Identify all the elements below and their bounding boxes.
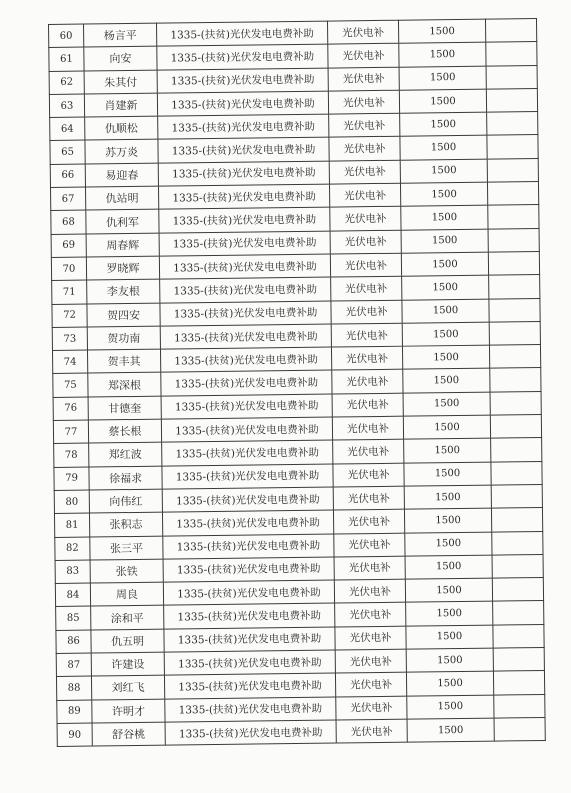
remarks-cell xyxy=(491,484,542,508)
recipient-name: 张三平 xyxy=(90,536,163,560)
subsidy-item: 1335-(扶贫)光伏发电电费补助 xyxy=(160,277,331,302)
subsidy-type: 光伏电补 xyxy=(331,346,402,370)
subsidy-type: 光伏电补 xyxy=(332,370,403,394)
row-number: 90 xyxy=(57,723,92,747)
row-number: 81 xyxy=(54,513,89,537)
row-number: 80 xyxy=(54,490,89,514)
subsidy-amount: 1500 xyxy=(403,369,490,393)
row-number: 72 xyxy=(52,304,87,328)
subsidy-type: 光伏电补 xyxy=(332,416,403,440)
subsidy-amount: 1500 xyxy=(404,438,491,462)
row-number: 65 xyxy=(50,141,85,165)
subsidy-type: 光伏电补 xyxy=(334,533,405,557)
recipient-name: 李友根 xyxy=(87,279,160,303)
subsidy-amount: 1500 xyxy=(402,345,489,369)
remarks-cell xyxy=(490,368,541,392)
subsidy-type: 光伏电补 xyxy=(335,672,406,696)
row-number: 89 xyxy=(57,700,92,724)
subsidy-item: 1335-(扶贫)光伏发电电费补助 xyxy=(158,184,329,209)
row-number: 70 xyxy=(51,257,86,281)
recipient-name: 杨言平 xyxy=(84,23,157,47)
remarks-cell xyxy=(493,601,544,625)
subsidy-amount: 1500 xyxy=(403,392,490,416)
subsidy-type: 光伏电补 xyxy=(335,649,406,673)
subsidy-amount: 1500 xyxy=(400,159,487,183)
remarks-cell xyxy=(492,578,543,602)
recipient-name: 舒谷桃 xyxy=(92,722,165,746)
subsidy-type: 光伏电补 xyxy=(333,509,404,533)
subsidy-type: 光伏电补 xyxy=(329,113,400,137)
subsidy-item: 1335-(扶贫)光伏发电电费补助 xyxy=(161,417,332,442)
remarks-cell xyxy=(487,158,538,182)
row-number: 76 xyxy=(53,397,88,421)
recipient-name: 贺四安 xyxy=(87,303,160,327)
row-number: 67 xyxy=(50,187,85,211)
subsidy-amount: 1500 xyxy=(404,485,491,509)
row-number: 66 xyxy=(50,164,85,188)
subsidy-item: 1335-(扶贫)光伏发电电费补助 xyxy=(159,207,330,232)
subsidy-type: 光伏电补 xyxy=(329,183,400,207)
subsidy-amount: 1500 xyxy=(399,66,486,90)
subsidy-table xyxy=(48,18,546,747)
subsidy-type: 光伏电补 xyxy=(330,207,401,231)
row-number: 69 xyxy=(51,234,86,258)
recipient-name: 郑红波 xyxy=(89,442,162,466)
recipient-name: 周春辉 xyxy=(86,233,159,257)
remarks-cell xyxy=(489,345,540,369)
subsidy-item: 1335-(扶贫)光伏发电电费补助 xyxy=(164,603,335,628)
subsidy-type: 光伏电补 xyxy=(335,603,406,627)
recipient-name: 朱其付 xyxy=(84,70,157,94)
remarks-cell xyxy=(492,531,543,555)
subsidy-item: 1335-(扶贫)光伏发电电费补助 xyxy=(162,510,333,535)
subsidy-amount: 1500 xyxy=(406,648,493,672)
remarks-cell xyxy=(491,461,542,485)
row-number: 85 xyxy=(56,606,91,630)
subsidy-item: 1335-(扶贫)光伏发电电费补助 xyxy=(157,44,328,69)
remarks-cell xyxy=(493,624,544,648)
subsidy-type: 光伏电补 xyxy=(335,626,406,650)
recipient-name: 甘德奎 xyxy=(88,396,161,420)
remarks-cell xyxy=(486,42,537,66)
subsidy-type: 光伏电补 xyxy=(327,20,398,44)
subsidy-amount: 1500 xyxy=(406,602,493,626)
subsidy-amount: 1500 xyxy=(399,42,486,66)
subsidy-amount: 1500 xyxy=(404,508,491,532)
subsidy-item: 1335-(扶贫)光伏发电电费补助 xyxy=(164,650,335,675)
remarks-cell xyxy=(487,182,538,206)
subsidy-type: 光伏电补 xyxy=(331,323,402,347)
recipient-name: 徐福求 xyxy=(89,466,162,490)
row-number: 87 xyxy=(56,653,91,677)
subsidy-item: 1335-(扶贫)光伏发电电费补助 xyxy=(161,371,332,396)
subsidy-item: 1335-(扶贫)光伏发电电费补助 xyxy=(163,534,334,559)
recipient-name: 刘红飞 xyxy=(91,675,164,699)
subsidy-amount: 1500 xyxy=(400,182,487,206)
remarks-cell xyxy=(488,205,539,229)
subsidy-item: 1335-(扶贫)光伏发电电费补助 xyxy=(158,138,329,163)
recipient-name: 涂和平 xyxy=(91,606,164,630)
recipient-name: 向伟红 xyxy=(89,489,162,513)
row-number: 86 xyxy=(56,630,91,654)
subsidy-type: 光伏电补 xyxy=(331,300,402,324)
recipient-name: 仇利军 xyxy=(86,210,159,234)
subsidy-table-body xyxy=(49,19,546,747)
subsidy-type: 光伏电补 xyxy=(336,696,407,720)
subsidy-item: 1335-(扶贫)光伏发电电费补助 xyxy=(157,91,328,116)
subsidy-type: 光伏电补 xyxy=(330,230,401,254)
row-number: 61 xyxy=(49,47,84,71)
subsidy-item: 1335-(扶贫)光伏发电电费补助 xyxy=(160,301,331,326)
subsidy-amount: 1500 xyxy=(398,19,485,43)
subsidy-type: 光伏电补 xyxy=(336,719,407,743)
subsidy-item: 1335-(扶贫)光伏发电电费补助 xyxy=(163,557,334,582)
subsidy-item: 1335-(扶贫)光伏发电电费补助 xyxy=(164,627,335,652)
subsidy-type: 光伏电补 xyxy=(328,67,399,91)
subsidy-amount: 1500 xyxy=(406,625,493,649)
remarks-cell xyxy=(493,671,544,695)
row-number: 75 xyxy=(53,373,88,397)
subsidy-item: 1335-(扶贫)光伏发电电费补助 xyxy=(158,114,329,139)
subsidy-type: 光伏电补 xyxy=(334,579,405,603)
subsidy-type: 光伏电补 xyxy=(333,486,404,510)
row-number: 79 xyxy=(54,467,89,491)
subsidy-type: 光伏电补 xyxy=(334,556,405,580)
recipient-name: 张积志 xyxy=(89,512,162,536)
subsidy-item: 1335-(扶贫)光伏发电电费补助 xyxy=(158,161,329,186)
row-number: 63 xyxy=(49,94,84,118)
row-number: 73 xyxy=(52,327,87,351)
row-number: 60 xyxy=(49,24,84,48)
subsidy-item: 1335-(扶贫)光伏发电电费补助 xyxy=(161,394,332,419)
row-number: 64 xyxy=(50,117,85,141)
recipient-name: 仇顺松 xyxy=(85,116,158,140)
remarks-cell xyxy=(491,438,542,462)
recipient-name: 肖建新 xyxy=(84,93,157,117)
row-number: 77 xyxy=(53,420,88,444)
subsidy-amount: 1500 xyxy=(399,89,486,113)
subsidy-amount: 1500 xyxy=(407,695,494,719)
subsidy-type: 光伏电补 xyxy=(332,393,403,417)
remarks-cell xyxy=(493,648,544,672)
remarks-cell xyxy=(494,717,545,741)
subsidy-amount: 1500 xyxy=(406,671,493,695)
subsidy-item: 1335-(扶贫)光伏发电电费补助 xyxy=(156,21,327,46)
subsidy-amount: 1500 xyxy=(401,252,488,276)
subsidy-amount: 1500 xyxy=(400,136,487,160)
subsidy-type: 光伏电补 xyxy=(333,440,404,464)
recipient-name: 郑深根 xyxy=(88,373,161,397)
remarks-cell xyxy=(487,112,538,136)
table-row xyxy=(57,717,545,746)
recipient-name: 贺丰其 xyxy=(87,349,160,373)
subsidy-type: 光伏电补 xyxy=(333,463,404,487)
subsidy-item: 1335-(扶贫)光伏发电电费补助 xyxy=(163,580,334,605)
subsidy-item: 1335-(扶贫)光伏发电电费补助 xyxy=(160,324,331,349)
row-number: 68 xyxy=(51,210,86,234)
subsidy-amount: 1500 xyxy=(405,555,492,579)
subsidy-item: 1335-(扶贫)光伏发电电费补助 xyxy=(159,254,330,279)
row-number: 88 xyxy=(56,676,91,700)
remarks-cell xyxy=(487,135,538,159)
remarks-cell xyxy=(490,415,541,439)
subsidy-item: 1335-(扶贫)光伏发电电费补助 xyxy=(162,440,333,465)
recipient-name: 周良 xyxy=(90,582,163,606)
subsidy-amount: 1500 xyxy=(403,415,490,439)
subsidy-amount: 1500 xyxy=(401,229,488,253)
row-number: 62 xyxy=(49,71,84,95)
remarks-cell xyxy=(492,554,543,578)
subsidy-amount: 1500 xyxy=(400,112,487,136)
remarks-cell xyxy=(494,694,545,718)
row-number: 74 xyxy=(52,350,87,374)
recipient-name: 苏万炎 xyxy=(85,140,158,164)
recipient-name: 蔡长根 xyxy=(88,419,161,443)
recipient-name: 易迎春 xyxy=(85,163,158,187)
remarks-cell xyxy=(486,65,537,89)
subsidy-amount: 1500 xyxy=(401,206,488,230)
row-number: 71 xyxy=(52,280,87,304)
recipient-name: 仇五明 xyxy=(91,629,164,653)
remarks-cell xyxy=(489,275,540,299)
subsidy-item: 1335-(扶贫)光伏发电电费补助 xyxy=(162,487,333,512)
remarks-cell xyxy=(489,321,540,345)
remarks-cell xyxy=(488,228,539,252)
recipient-name: 许明才 xyxy=(92,699,165,723)
subsidy-item: 1335-(扶贫)光伏发电电费补助 xyxy=(164,673,335,698)
subsidy-type: 光伏电补 xyxy=(331,276,402,300)
subsidy-amount: 1500 xyxy=(402,299,489,323)
subsidy-amount: 1500 xyxy=(402,275,489,299)
remarks-cell xyxy=(488,251,539,275)
subsidy-amount: 1500 xyxy=(407,718,494,742)
subsidy-amount: 1500 xyxy=(405,578,492,602)
row-number: 83 xyxy=(55,560,90,584)
recipient-name: 向安 xyxy=(84,46,157,70)
subsidy-item: 1335-(扶贫)光伏发电电费补助 xyxy=(160,347,331,372)
subsidy-item: 1335-(扶贫)光伏发电电费补助 xyxy=(162,464,333,489)
subsidy-type: 光伏电补 xyxy=(330,253,401,277)
subsidy-amount: 1500 xyxy=(405,532,492,556)
subsidy-type: 光伏电补 xyxy=(328,44,399,68)
subsidy-type: 光伏电补 xyxy=(329,137,400,161)
recipient-name: 贺功南 xyxy=(87,326,160,350)
recipient-name: 张铁 xyxy=(90,559,163,583)
subsidy-amount: 1500 xyxy=(402,322,489,346)
remarks-cell xyxy=(489,298,540,322)
row-number: 84 xyxy=(55,583,90,607)
remarks-cell xyxy=(485,19,536,43)
subsidy-item: 1335-(扶贫)光伏发电电费补助 xyxy=(165,720,336,745)
subsidy-item: 1335-(扶贫)光伏发电电费补助 xyxy=(157,68,328,93)
remarks-cell xyxy=(491,508,542,532)
subsidy-type: 光伏电补 xyxy=(329,160,400,184)
recipient-name: 仇站明 xyxy=(85,186,158,210)
subsidy-item: 1335-(扶贫)光伏发电电费补助 xyxy=(159,231,330,256)
recipient-name: 罗晓辉 xyxy=(86,256,159,280)
remarks-cell xyxy=(486,88,537,112)
row-number: 82 xyxy=(55,537,90,561)
subsidy-amount: 1500 xyxy=(404,462,491,486)
remarks-cell xyxy=(490,391,541,415)
subsidy-item: 1335-(扶贫)光伏发电电费补助 xyxy=(165,697,336,722)
subsidy-type: 光伏电补 xyxy=(328,90,399,114)
recipient-name: 许建设 xyxy=(91,652,164,676)
row-number: 78 xyxy=(54,443,89,467)
